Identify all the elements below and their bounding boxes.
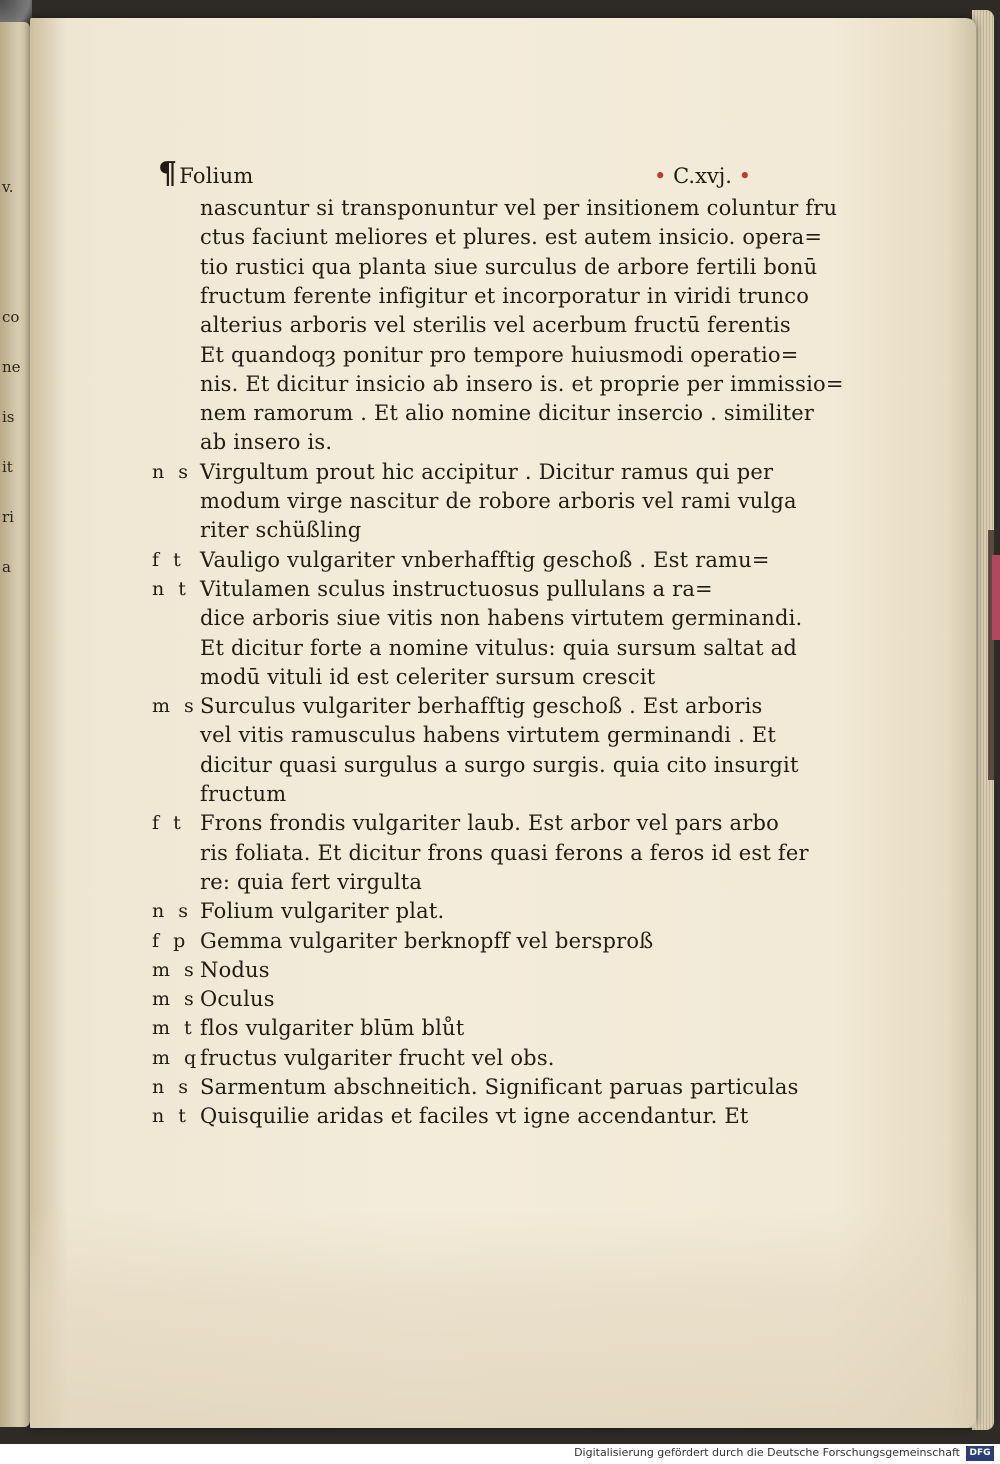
dfg-logo: DFG xyxy=(966,1446,994,1461)
grammar-marker: n s xyxy=(152,1076,193,1098)
facing-page-fragment: ri xyxy=(2,508,14,526)
entry-continuation-line: fructum xyxy=(200,782,287,806)
entry-headword-line: Folium vulgariter plat. xyxy=(200,899,445,924)
text-line: alterius arboris vel sterilis vel acerbum fructū ferentis xyxy=(200,313,791,338)
text-line: nem ramorum . Et alio nomine dicitur insercio . similiter xyxy=(200,401,815,426)
entry-continuation-line: modū vituli id est celeriter sursum crescit xyxy=(200,664,656,689)
entry-headword-line: Sarmentum abschneitich. Significant paruas particulas xyxy=(200,1075,799,1099)
grammar-marker: n t xyxy=(152,1105,190,1128)
entry-continuation-line: ris foliata. Et dicitur frons quasi ferons a feros id est fer xyxy=(200,840,809,865)
facing-page-fragment: v. xyxy=(2,178,14,196)
grammar-marker: n s xyxy=(152,460,193,483)
grammar-marker: f t xyxy=(152,812,185,835)
text-line: Et quandoqȝ ponitur pro tempore huiusmodi operatio= xyxy=(200,342,799,367)
text-line: tio rustici qua planta siue surculus de arbore fertili bonū xyxy=(200,254,818,279)
entry-headword-line: Surculus vulgariter berhafftig geschoß . Est arboris xyxy=(200,694,763,719)
grammar-marker: f t xyxy=(152,548,185,571)
pilcrow-icon: ¶ xyxy=(158,156,178,191)
entry-headword-line: fructus vulgariter frucht vel obs. xyxy=(200,1045,555,1070)
footer-credit: Digitalisierung gefördert durch die Deutsche Forschungsgemeinschaft xyxy=(574,1446,960,1459)
footer-bar xyxy=(0,1444,1000,1464)
folio-number-text: C.xvj. xyxy=(673,164,732,188)
facing-page-fragment: is xyxy=(2,408,15,426)
entry-headword-line: Frons frondis vulgariter laub. Est arbor vel pars arbo xyxy=(200,811,779,836)
entry-headword-line: Nodus xyxy=(200,957,270,982)
grammar-marker: m s xyxy=(152,695,198,718)
folio-dot-left: • xyxy=(654,164,667,188)
page-text xyxy=(30,18,976,1428)
facing-page-text-fragments xyxy=(2,172,28,602)
bookmark-ribbon xyxy=(992,555,1000,640)
text-line: nascuntur si transponuntur vel per insitionem coluntur fru xyxy=(200,196,838,220)
text-line: ctus faciunt meliores et plures. est autem insicio. opera= xyxy=(200,225,823,250)
facing-page-fragment: it xyxy=(2,458,13,476)
grammar-marker: n s xyxy=(152,900,193,923)
running-title-text: Folium xyxy=(179,164,254,188)
folio-number xyxy=(654,164,751,188)
facing-page-fragment: ne xyxy=(2,358,21,376)
grammar-marker: m s xyxy=(152,988,198,1011)
grammar-marker: n t xyxy=(152,577,190,600)
facing-page-edge xyxy=(0,22,30,1427)
entry-headword-line: Quisquilie aridas et faciles vt igne accendantur. Et xyxy=(200,1104,749,1129)
entry-continuation-line: re: quia fert virgulta xyxy=(200,869,423,894)
entry-continuation-line: modum virge nascitur de robore arboris vel rami vulga xyxy=(200,489,797,513)
entry-continuation-line: dice arboris siue vitis non habens virtutem germinandi. xyxy=(200,606,803,631)
grammar-marker: m t xyxy=(152,1017,196,1040)
entry-continuation-line: Et dicitur forte a nomine vitulus: quia sursum saltat ad xyxy=(200,635,798,660)
text-line: fructum ferente infigitur et incorporatur in viridi trunco xyxy=(200,283,810,308)
entry-headword-line: Oculus xyxy=(200,987,275,1012)
entry-headword-line: Virgultum prout hic accipitur . Dicitur ramus qui per xyxy=(200,459,774,484)
facing-page-fragment: a xyxy=(2,558,11,576)
entry-headword-line: Vauligo vulgariter vnberhafftig geschoß . Est ramu= xyxy=(200,547,770,572)
facing-page-fragment: co xyxy=(2,308,20,326)
grammar-marker: f p xyxy=(152,929,190,952)
text-line: ab insero is. xyxy=(200,430,333,455)
book-page xyxy=(30,18,976,1428)
grammar-marker: m q xyxy=(152,1046,201,1069)
entry-continuation-line: vel vitis ramusculus habens virtutem germinandi . Et xyxy=(200,723,777,748)
text-line: nis. Et dicitur insicio ab insero is. et proprie per immissio= xyxy=(200,371,844,396)
running-title xyxy=(158,156,253,191)
folio-dot-right: • xyxy=(738,164,752,188)
entry-headword-line: flos vulgariter blūm blůt xyxy=(200,1016,465,1041)
grammar-marker: m s xyxy=(152,958,198,981)
entry-headword-line: Vitulamen sculus instructuosus pullulans a ra= xyxy=(200,576,713,601)
entry-continuation-line: riter schüßling xyxy=(200,518,362,543)
entry-headword-line: Gemma vulgariter berknopff vel bersproß xyxy=(200,928,654,953)
entry-continuation-line: dicitur quasi surgulus a surgo surgis. quia cito insurgit xyxy=(200,752,799,777)
